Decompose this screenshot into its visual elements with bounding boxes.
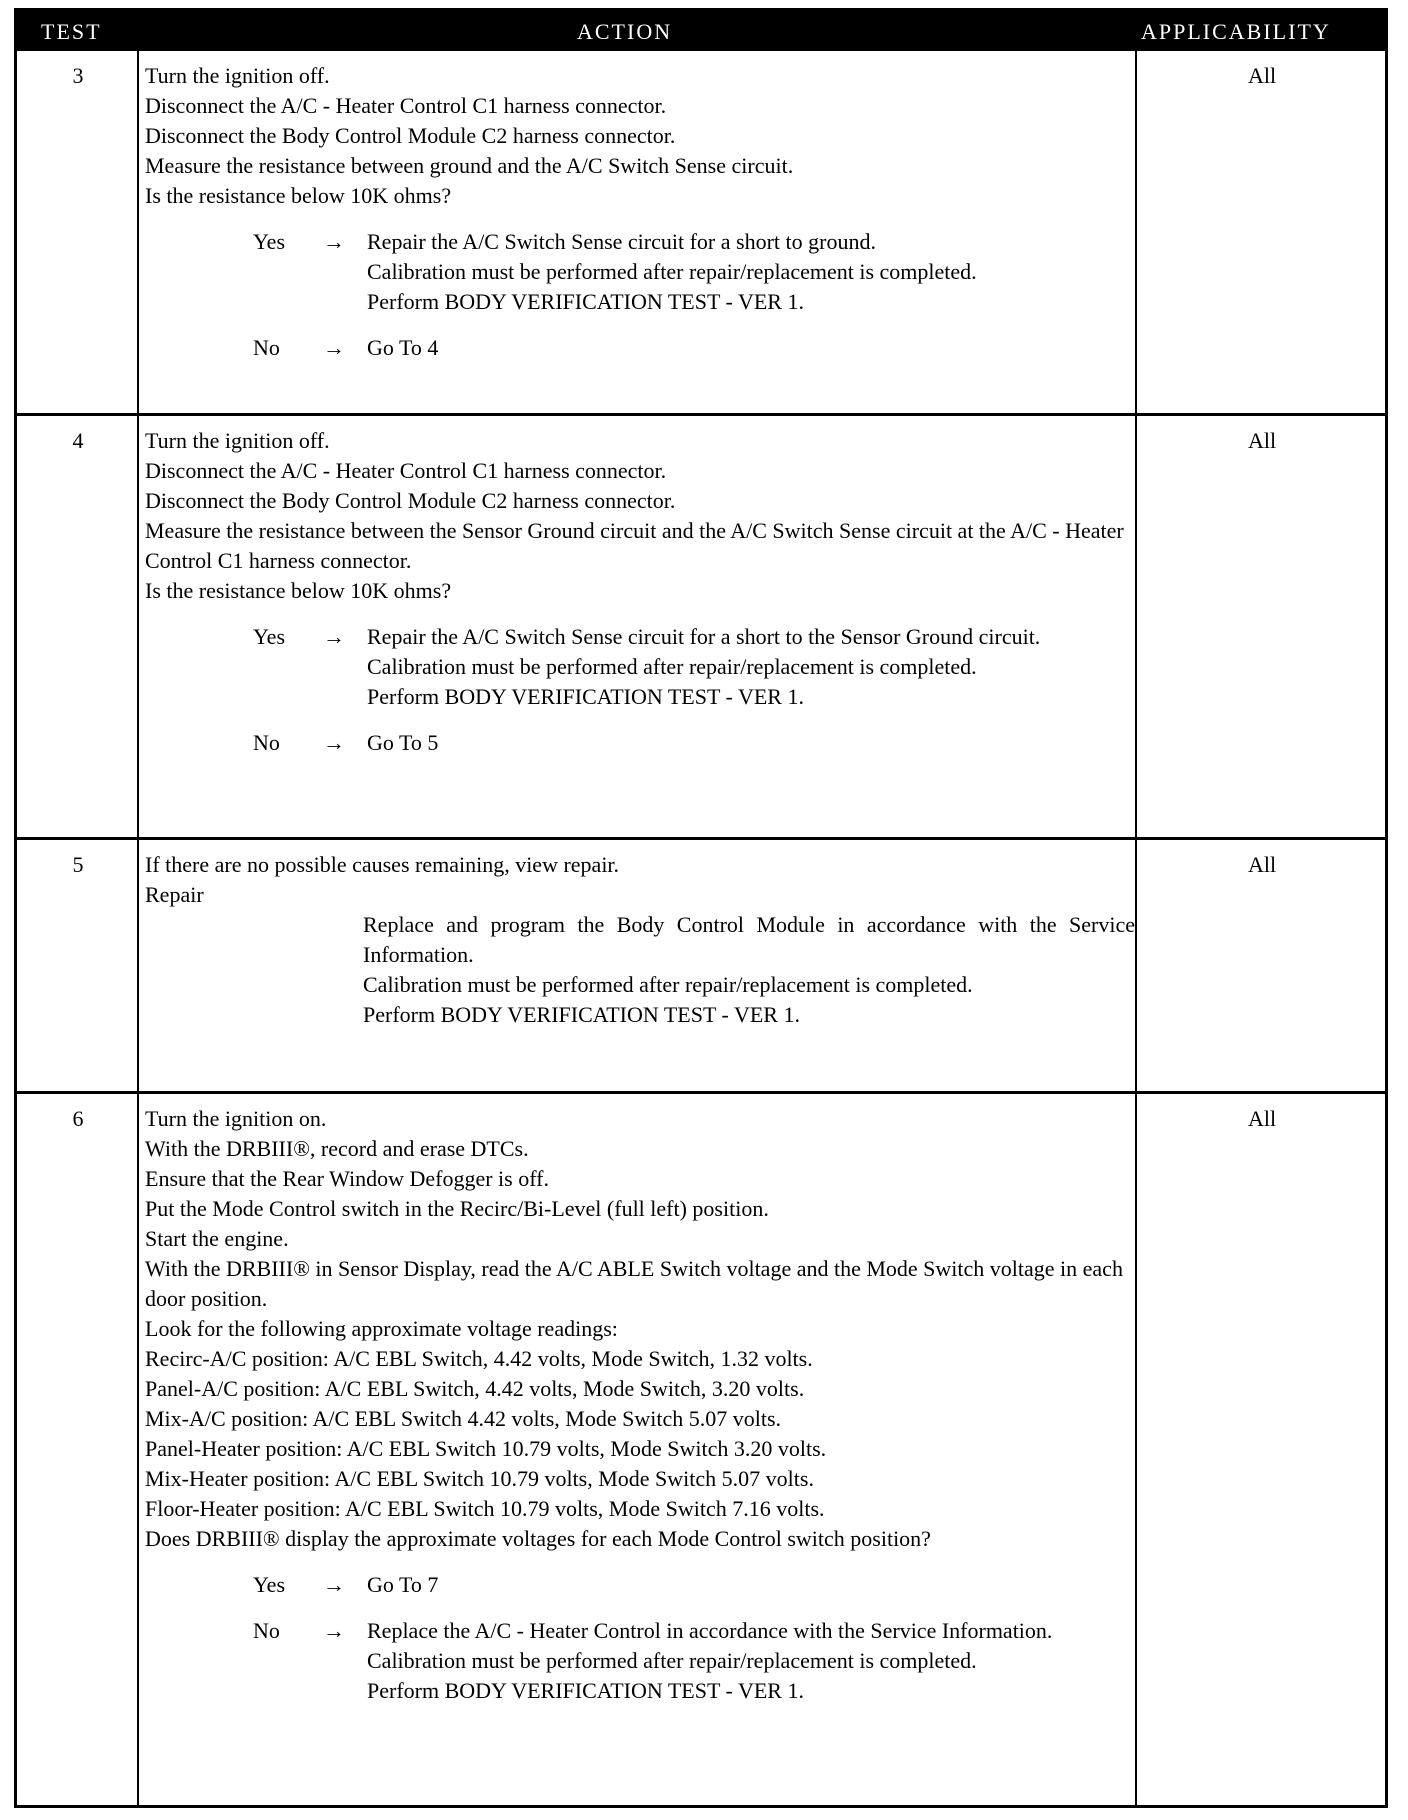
arrow-icon: → xyxy=(323,1572,345,1597)
column-divider xyxy=(1135,51,1137,413)
yes-answer xyxy=(145,622,1135,712)
test-number: 5 xyxy=(72,852,84,877)
action-line: With the DRBIII® in Sensor Display, read the A/C ABLE Switch voltage and the Mode Switch voltage in each door position. xyxy=(145,1256,1123,1311)
no-answer xyxy=(145,333,1135,363)
no-result-line: Go To 5 xyxy=(367,730,439,755)
action-line: Turn the ignition off. xyxy=(145,428,330,453)
yes-label: Yes xyxy=(253,624,286,649)
action-line: Look for the following approximate voltage readings: xyxy=(145,1316,618,1341)
column-divider xyxy=(137,416,139,837)
action-line: Put the Mode Control switch in the Recirc/Bi-Level (full left) position. xyxy=(145,1196,769,1221)
action-line: Disconnect the A/C - Heater Control C1 harness connector. xyxy=(145,93,667,118)
no-result-line: Replace the A/C - Heater Control in accordance with the Service Information. xyxy=(367,1618,1053,1643)
repair-line: Perform BODY VERIFICATION TEST - VER 1. xyxy=(363,1002,800,1027)
action-text xyxy=(145,426,1135,758)
action-line: Start the engine. xyxy=(145,1226,289,1251)
repair-line: Calibration must be performed after repair/replacement is completed. xyxy=(363,972,973,997)
yes-result-line: Repair the A/C Switch Sense circuit for a short to ground. xyxy=(367,229,876,254)
action-line: With the DRBIII®, record and erase DTCs. xyxy=(145,1136,529,1161)
table-row-test-6 xyxy=(17,1091,1385,1805)
yes-result-line: Go To 7 xyxy=(367,1572,439,1597)
action-line: Turn the ignition on. xyxy=(145,1106,327,1131)
applicability-value: All xyxy=(1247,1106,1277,1131)
action-line: Measure the resistance between the Sensor Ground circuit and the A/C Switch Sense circuit at the A/C - Heater Control C1 harness connector. xyxy=(145,518,1124,573)
test-number: 3 xyxy=(72,63,84,88)
yes-result-line: Perform BODY VERIFICATION TEST - VER 1. xyxy=(367,684,804,709)
voltage-reading: Mix-A/C position: A/C EBL Switch 4.42 volts, Mode Switch 5.07 volts. xyxy=(145,1406,782,1431)
yes-answer xyxy=(145,1570,1135,1600)
action-line: Disconnect the Body Control Module C2 harness connector. xyxy=(145,123,676,148)
no-result-line: Perform BODY VERIFICATION TEST - VER 1. xyxy=(367,1678,804,1703)
voltage-reading: Mix-Heater position: A/C EBL Switch 10.79 volts, Mode Switch 5.07 volts. xyxy=(145,1466,814,1491)
test-number: 4 xyxy=(72,428,84,453)
no-answer xyxy=(145,728,1135,758)
header-action: ACTION xyxy=(577,19,673,44)
voltage-reading: Panel-Heater position: A/C EBL Switch 10.79 volts, Mode Switch 3.20 volts. xyxy=(145,1436,827,1461)
action-question: Is the resistance below 10K ohms? xyxy=(145,183,452,208)
table-row-test-3 xyxy=(17,51,1385,413)
action-line: Ensure that the Rear Window Defogger is off. xyxy=(145,1166,549,1191)
voltage-reading: Recirc-A/C position: A/C EBL Switch, 4.42 volts, Mode Switch, 1.32 volts. xyxy=(145,1346,813,1371)
action-line: Measure the resistance between ground and the A/C Switch Sense circuit. xyxy=(145,153,794,178)
applicability-value: All xyxy=(1247,428,1277,453)
arrow-icon: → xyxy=(323,1618,345,1643)
no-answer xyxy=(145,1616,1135,1706)
applicability-value: All xyxy=(1247,852,1277,877)
column-divider xyxy=(137,1094,139,1805)
no-label: No xyxy=(253,1618,280,1643)
action-question: Is the resistance below 10K ohms? xyxy=(145,578,452,603)
diagnostic-table xyxy=(14,8,1388,1808)
no-label: No xyxy=(253,730,280,755)
action-line: Disconnect the A/C - Heater Control C1 harness connector. xyxy=(145,458,667,483)
column-divider xyxy=(1135,840,1137,1091)
table-row-test-5 xyxy=(17,837,1385,1091)
column-divider xyxy=(1135,1094,1137,1805)
arrow-icon: → xyxy=(323,730,345,755)
voltage-reading: Panel-A/C position: A/C EBL Switch, 4.42 volts, Mode Switch, 3.20 volts. xyxy=(145,1376,805,1401)
repair-line: Replace and program the Body Control Module in accordance with the Service Information. xyxy=(363,912,1135,967)
yes-result-line: Repair the A/C Switch Sense circuit for a short to the Sensor Ground circuit. xyxy=(367,624,1041,649)
action-line: If there are no possible causes remaining, view repair. xyxy=(145,852,620,877)
header-test: TEST xyxy=(41,19,102,44)
yes-answer xyxy=(145,227,1135,317)
yes-label: Yes xyxy=(253,229,286,254)
header-applicability: APPLICABILITY xyxy=(1141,19,1331,44)
yes-result-line: Perform BODY VERIFICATION TEST - VER 1. xyxy=(367,289,804,314)
arrow-icon: → xyxy=(323,229,345,254)
action-line: Disconnect the Body Control Module C2 harness connector. xyxy=(145,488,676,513)
repair-label: Repair xyxy=(145,882,204,907)
arrow-icon: → xyxy=(323,624,345,649)
table-row-test-4 xyxy=(17,413,1385,837)
table-header xyxy=(17,11,1385,51)
column-divider xyxy=(137,51,139,413)
arrow-icon: → xyxy=(323,335,345,360)
repair-instructions xyxy=(363,910,1135,1030)
yes-result-line: Calibration must be performed after repair/replacement is completed. xyxy=(367,259,977,284)
yes-label: Yes xyxy=(253,1572,286,1597)
no-result-line: Go To 4 xyxy=(367,335,439,360)
applicability-value: All xyxy=(1247,63,1277,88)
yes-result-line: Calibration must be performed after repair/replacement is completed. xyxy=(367,654,977,679)
column-divider xyxy=(1135,416,1137,837)
action-question: Does DRBIII® display the approximate voltages for each Mode Control switch position? xyxy=(145,1526,931,1551)
action-text xyxy=(145,61,1135,363)
action-text xyxy=(145,1104,1135,1706)
no-label: No xyxy=(253,335,280,360)
voltage-reading: Floor-Heater position: A/C EBL Switch 10.79 volts, Mode Switch 7.16 volts. xyxy=(145,1496,825,1521)
test-number: 6 xyxy=(72,1106,84,1131)
action-line: Turn the ignition off. xyxy=(145,63,330,88)
no-result-line: Calibration must be performed after repair/replacement is completed. xyxy=(367,1648,977,1673)
action-text xyxy=(145,850,1135,1030)
